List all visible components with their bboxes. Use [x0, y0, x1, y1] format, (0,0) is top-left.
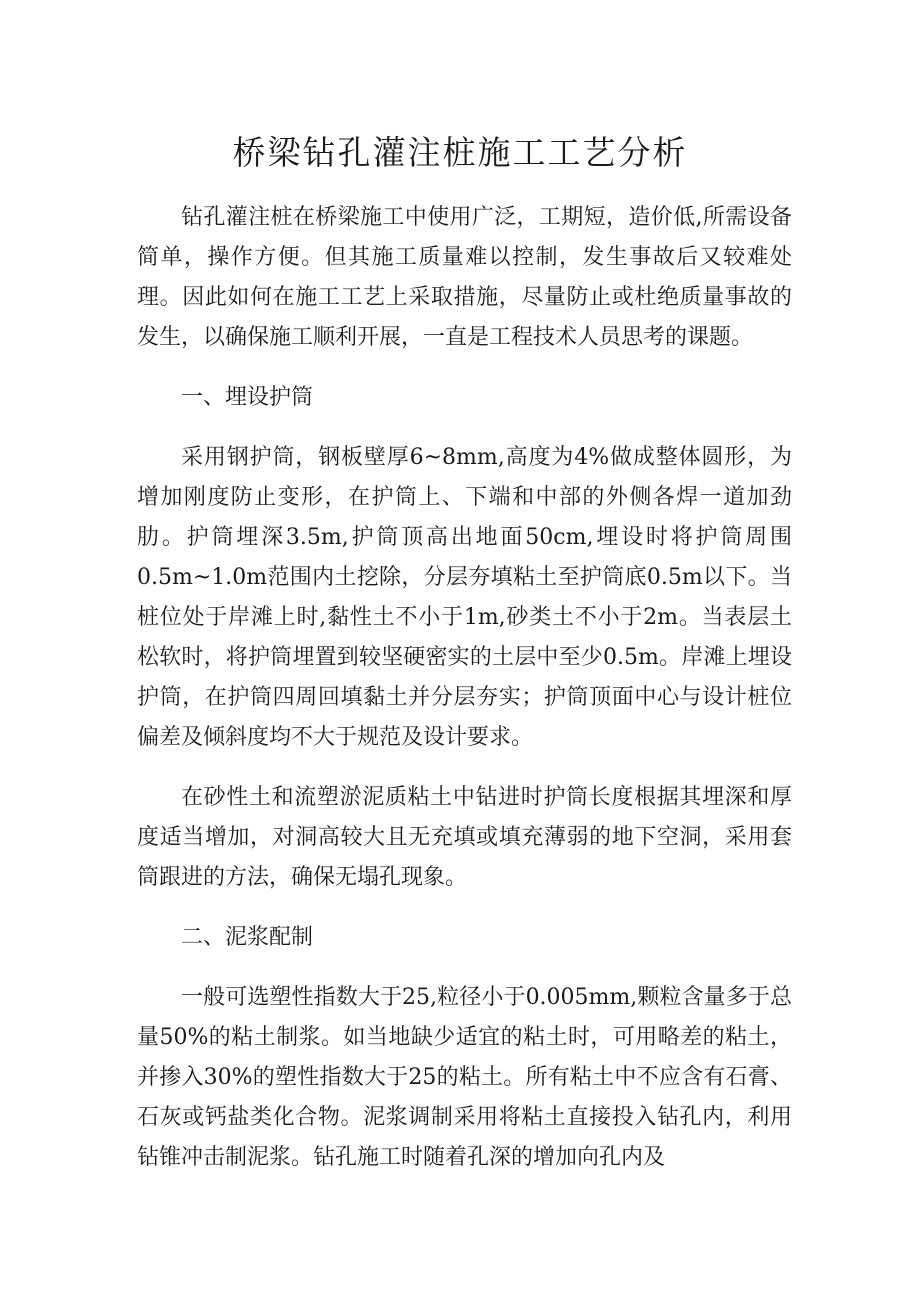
document-body	[137, 198, 792, 1198]
paragraph-casing-extra: 在砂性土和流塑淤泥质粘土中钻进时护筒长度根据其埋深和厚度适当增加，对洞高较大且无充填或填充薄弱的地下空洞，采用套筒跟进的方法，确保无塌孔现象。	[137, 785, 792, 890]
document-title: 桥梁钻孔灌注桩施工工艺分析	[232, 133, 688, 172]
section-heading-2: 二、泥浆配制	[181, 925, 314, 950]
paragraph-mud: 一般可选塑性指数大于25,粒径小于0.005mm,颗粒含量多于总量50%的粘土制浆。如当地缺少适宜的粘土时，可用略差的粘土，并掺入30%的塑性指数大于25的粘土。所有粘土中不应含有石膏、石灰或钙盐类化合物。泥浆调制采用将粘土直接投入钻孔内，利用钻锥冲击制泥浆。钻孔施工时随着孔深的增加向孔内及	[137, 985, 792, 1170]
paragraph-casing: 采用钢护筒，钢板壁厚6~8mm,高度为4%做成整体圆形，为增加刚度防止变形，在护筒上、下端和中部的外侧各焊一道加劲肋。护筒埋深3.5m,护筒顶高出地面50cm,埋设时将护筒周围0.5m~1.0m范围内土挖除，分层夯填粘土至护筒底0.5m以下。当桩位处于岸滩上时,黏性土不小于1m,砂类土不小于2m。当表层土松软时，将护筒埋置到较坚硬密实的土层中至少0.5m。岸滩上埋设护筒，在护筒四周回填黏土并分层夯实；护筒顶面中心与设计桩位偏差及倾斜度均不大于规范及设计要求。	[137, 445, 792, 750]
paragraph-intro: 钻孔灌注桩在桥梁施工中使用广泛，工期短，造价低,所需设备简单，操作方便。但其施工质量难以控制，发生事故后又较难处理。因此如何在施工工艺上采取措施，尽量防止或杜绝质量事故的发生，以确保施工顺利开展，一直是工程技术人员思考的课题。	[137, 205, 792, 350]
section-heading-1: 一、埋设护筒	[181, 385, 314, 410]
